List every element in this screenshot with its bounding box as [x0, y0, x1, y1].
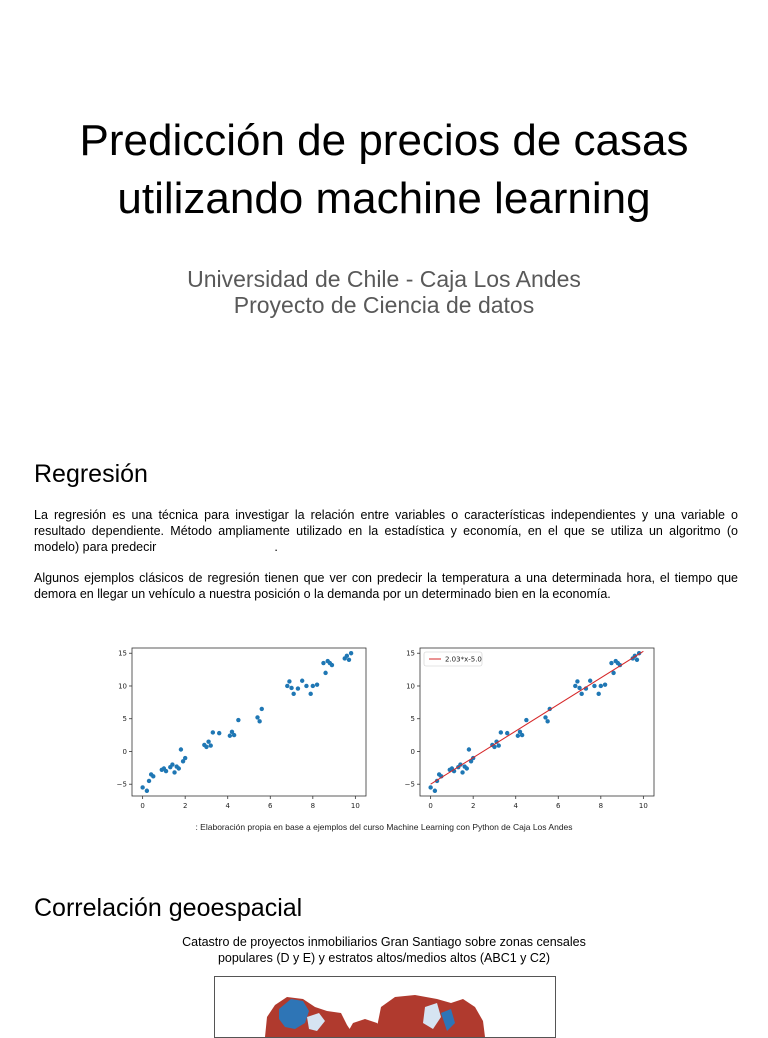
x-tick-label: 10 — [350, 802, 360, 810]
data-point — [516, 734, 520, 738]
plot-area — [132, 648, 366, 796]
data-point — [204, 745, 208, 749]
data-point — [255, 715, 259, 719]
data-point — [505, 731, 509, 735]
page-title — [0, 112, 768, 228]
scatter-chart-raw — [110, 644, 372, 816]
data-point — [232, 733, 236, 737]
y-tick-label: 5 — [410, 715, 415, 724]
x-tick-label: 0 — [140, 802, 145, 810]
data-point — [291, 692, 295, 696]
data-point — [323, 671, 327, 675]
y-tick-label: 15 — [118, 649, 127, 658]
geo-caption-line-2: populares (D y E) y estratos altos/medios altos (ABC1 y C2) — [217, 951, 551, 965]
data-point — [217, 731, 221, 735]
subtitle-line-2: Proyecto de Ciencia de datos — [233, 292, 535, 318]
data-point — [151, 774, 155, 778]
x-tick-label: 6 — [556, 802, 561, 810]
data-point — [433, 789, 437, 793]
geo-caption-line-1: Catastro de proyectos inmobiliarios Gran Santiago sobre zonas censales — [182, 935, 586, 949]
y-tick-label: 5 — [122, 715, 127, 724]
data-point — [206, 739, 210, 743]
data-point — [524, 718, 528, 722]
page-subtitle — [0, 266, 768, 318]
data-point — [308, 692, 312, 696]
x-tick-label: 2 — [182, 802, 188, 810]
santiago-map-svg — [215, 977, 555, 1037]
data-point — [577, 686, 581, 690]
data-point — [236, 718, 240, 722]
data-point — [257, 719, 261, 723]
data-point — [599, 684, 603, 688]
data-point — [315, 682, 319, 686]
data-point — [311, 684, 315, 688]
regresion-heading: Regresión — [34, 460, 148, 488]
data-point — [345, 654, 349, 658]
data-point — [499, 730, 503, 734]
data-point — [304, 684, 308, 688]
data-point — [260, 707, 264, 711]
data-point — [179, 747, 183, 751]
x-tick-label: 8 — [598, 802, 604, 810]
data-point — [177, 766, 181, 770]
data-point — [140, 785, 144, 789]
x-tick-label: 4 — [513, 802, 518, 810]
data-point — [289, 686, 293, 690]
data-point — [596, 692, 600, 696]
data-point — [330, 663, 334, 667]
data-point — [147, 779, 151, 783]
santiago-map — [214, 976, 556, 1038]
x-tick-label: 4 — [225, 802, 230, 810]
data-point — [296, 686, 300, 690]
data-point — [573, 684, 577, 688]
data-point — [520, 733, 524, 737]
data-point — [579, 692, 583, 696]
regresion-paragraph-2: Algunos ejemplos clásicos de regresión tienen que ver con predecir la temperatura a una determinada hora, el tiempo que demora en llegar un vehículo a nuestra posición o la demanda por un determinado bien en la economía. — [34, 571, 738, 601]
geo-caption — [0, 934, 768, 966]
data-point — [349, 651, 353, 655]
data-point — [609, 661, 613, 665]
data-point — [465, 766, 469, 770]
data-point — [172, 770, 176, 774]
data-point — [228, 734, 232, 738]
data-point — [170, 762, 174, 766]
y-tick-label: −5 — [404, 780, 415, 789]
plot-area — [420, 648, 654, 796]
x-tick-label: 2 — [470, 802, 476, 810]
data-point — [603, 682, 607, 686]
data-point — [145, 789, 149, 793]
data-point — [460, 770, 464, 774]
data-point — [209, 743, 213, 747]
data-point — [300, 679, 304, 683]
title-line-2: utilizando machine learning — [117, 174, 651, 223]
data-point — [588, 679, 592, 683]
data-point — [428, 785, 432, 789]
y-tick-label: 10 — [118, 682, 127, 691]
data-point — [592, 684, 596, 688]
data-point — [287, 679, 291, 683]
y-tick-label: 10 — [406, 682, 415, 691]
data-point — [575, 679, 579, 683]
data-point — [321, 661, 325, 665]
data-point — [164, 769, 168, 773]
data-point — [183, 756, 187, 760]
data-point — [467, 747, 471, 751]
subtitle-line-1: Universidad de Chile - Caja Los Andes — [187, 266, 581, 292]
x-tick-label: 10 — [638, 802, 648, 810]
geo-heading: Correlación geoespacial — [34, 894, 303, 922]
data-point — [635, 658, 639, 662]
scatter-chart-fit — [398, 644, 660, 816]
scatter-chart-raw-svg — [110, 644, 372, 816]
data-point — [497, 743, 501, 747]
data-point — [285, 684, 289, 688]
regresion-paragraph-1: La regresión es una técnica para investigar la relación entre variables o características independientes y una variable o resultado dependiente. Método ampliamente utilizado en la estadística y economía, en el que se utiliza un algoritmo (o modelo) para predecir . — [34, 508, 742, 554]
scatter-chart-fit-svg — [398, 644, 660, 816]
y-tick-label: −5 — [116, 780, 127, 789]
y-tick-label: 15 — [406, 649, 415, 658]
title-line-1: Predicción de precios de casas — [79, 116, 689, 165]
data-point — [545, 719, 549, 723]
data-point — [211, 730, 215, 734]
charts-caption: : Elaboración propia en base a ejemplos del curso Machine Learning con Python de Caja Los Andes — [195, 822, 573, 832]
y-tick-label: 0 — [410, 747, 415, 756]
y-tick-label: 0 — [122, 747, 127, 756]
x-tick-label: 6 — [268, 802, 273, 810]
data-point — [543, 715, 547, 719]
x-tick-label: 8 — [310, 802, 316, 810]
data-point — [347, 658, 351, 662]
x-tick-label: 0 — [428, 802, 433, 810]
legend-label: 2.03*x-5.0 — [445, 655, 482, 664]
